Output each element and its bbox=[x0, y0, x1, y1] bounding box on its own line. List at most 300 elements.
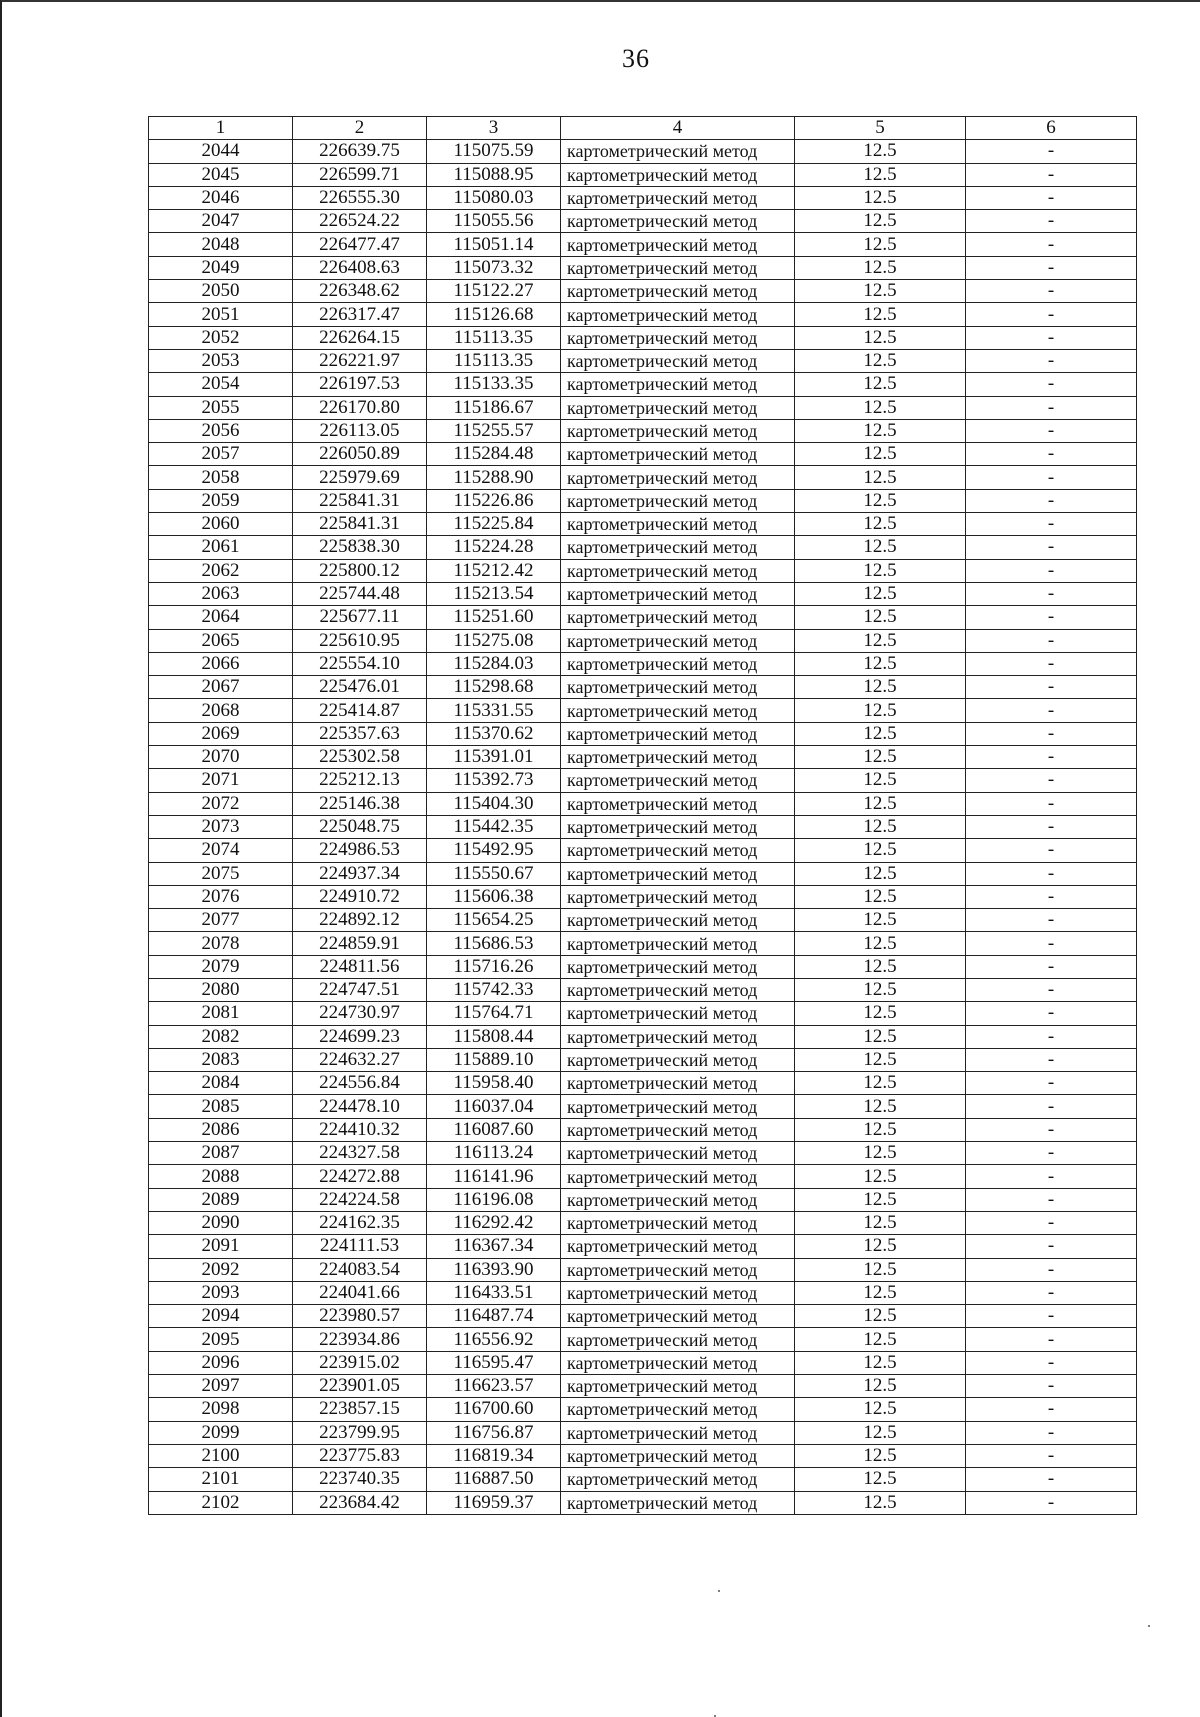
method-cell: картометрический метод bbox=[561, 1188, 795, 1211]
accuracy-cell: 12.5 bbox=[795, 1491, 966, 1514]
accuracy-cell: 12.5 bbox=[795, 303, 966, 326]
note-cell: - bbox=[966, 233, 1137, 256]
method-cell: картометрический метод bbox=[561, 419, 795, 442]
y-coordinate-cell: 116595.47 bbox=[427, 1351, 561, 1374]
accuracy-cell: 12.5 bbox=[795, 233, 966, 256]
accuracy-cell: 12.5 bbox=[795, 443, 966, 466]
point-number-cell: 2086 bbox=[149, 1118, 293, 1141]
x-coordinate-cell: 224272.88 bbox=[293, 1165, 427, 1188]
note-cell: - bbox=[966, 536, 1137, 559]
table-row bbox=[149, 1142, 1137, 1165]
table-row bbox=[149, 1328, 1137, 1351]
point-number-cell: 2060 bbox=[149, 513, 293, 536]
note-cell: - bbox=[966, 932, 1137, 955]
x-coordinate-cell: 225841.31 bbox=[293, 489, 427, 512]
y-coordinate-cell: 115113.35 bbox=[427, 326, 561, 349]
point-number-cell: 2046 bbox=[149, 186, 293, 209]
method-cell: картометрический метод bbox=[561, 1095, 795, 1118]
table-row bbox=[149, 256, 1137, 279]
table-row bbox=[149, 280, 1137, 303]
method-cell: картометрический метод bbox=[561, 1375, 795, 1398]
table-row bbox=[149, 862, 1137, 885]
y-coordinate-cell: 115606.38 bbox=[427, 885, 561, 908]
point-number-cell: 2088 bbox=[149, 1165, 293, 1188]
note-cell: - bbox=[966, 652, 1137, 675]
method-cell: картометрический метод bbox=[561, 839, 795, 862]
point-number-cell: 2057 bbox=[149, 443, 293, 466]
method-cell: картометрический метод bbox=[561, 629, 795, 652]
x-coordinate-cell: 224892.12 bbox=[293, 909, 427, 932]
y-coordinate-cell: 116196.08 bbox=[427, 1188, 561, 1211]
note-cell: - bbox=[966, 349, 1137, 372]
table-row bbox=[149, 210, 1137, 233]
x-coordinate-cell: 225302.58 bbox=[293, 746, 427, 769]
page-number: 36 bbox=[622, 44, 650, 73]
x-coordinate-cell: 226408.63 bbox=[293, 256, 427, 279]
x-coordinate-cell: 225146.38 bbox=[293, 792, 427, 815]
accuracy-cell: 12.5 bbox=[795, 606, 966, 629]
note-cell: - bbox=[966, 769, 1137, 792]
table-header bbox=[149, 117, 1137, 140]
y-coordinate-cell: 115133.35 bbox=[427, 373, 561, 396]
header-cell-1: 1 bbox=[149, 117, 293, 140]
y-coordinate-cell: 116959.37 bbox=[427, 1491, 561, 1514]
method-cell: картометрический метод bbox=[561, 303, 795, 326]
point-number-cell: 2083 bbox=[149, 1048, 293, 1071]
x-coordinate-cell: 226113.05 bbox=[293, 419, 427, 442]
method-cell: картометрический метод bbox=[561, 280, 795, 303]
x-coordinate-cell: 224986.53 bbox=[293, 839, 427, 862]
point-number-cell: 2094 bbox=[149, 1305, 293, 1328]
method-cell: картометрический метод bbox=[561, 1211, 795, 1234]
table-row bbox=[149, 466, 1137, 489]
method-cell: картометрический метод bbox=[561, 1305, 795, 1328]
table-row bbox=[149, 1048, 1137, 1071]
note-cell: - bbox=[966, 1142, 1137, 1165]
table-row bbox=[149, 396, 1137, 419]
method-cell: картометрический метод bbox=[561, 1165, 795, 1188]
method-cell: картометрический метод bbox=[561, 1048, 795, 1071]
accuracy-cell: 12.5 bbox=[795, 1328, 966, 1351]
y-coordinate-cell: 115213.54 bbox=[427, 582, 561, 605]
method-cell: картометрический метод bbox=[561, 349, 795, 372]
accuracy-cell: 12.5 bbox=[795, 466, 966, 489]
point-number-cell: 2064 bbox=[149, 606, 293, 629]
y-coordinate-cell: 115051.14 bbox=[427, 233, 561, 256]
y-coordinate-cell: 115392.73 bbox=[427, 769, 561, 792]
method-cell: картометрический метод bbox=[561, 163, 795, 186]
point-number-cell: 2099 bbox=[149, 1421, 293, 1444]
note-cell: - bbox=[966, 1002, 1137, 1025]
method-cell: картометрический метод bbox=[561, 233, 795, 256]
table-row bbox=[149, 303, 1137, 326]
method-cell: картометрический метод bbox=[561, 769, 795, 792]
point-number-cell: 2062 bbox=[149, 559, 293, 582]
method-cell: картометрический метод bbox=[561, 1072, 795, 1095]
accuracy-cell: 12.5 bbox=[795, 582, 966, 605]
method-cell: картометрический метод bbox=[561, 1444, 795, 1467]
x-coordinate-cell: 223775.83 bbox=[293, 1444, 427, 1467]
point-number-cell: 2102 bbox=[149, 1491, 293, 1514]
note-cell: - bbox=[966, 1421, 1137, 1444]
note-cell: - bbox=[966, 978, 1137, 1001]
point-number-cell: 2047 bbox=[149, 210, 293, 233]
y-coordinate-cell: 115284.03 bbox=[427, 652, 561, 675]
accuracy-cell: 12.5 bbox=[795, 1165, 966, 1188]
accuracy-cell: 12.5 bbox=[795, 652, 966, 675]
header-cell-5: 5 bbox=[795, 117, 966, 140]
x-coordinate-cell: 226639.75 bbox=[293, 140, 427, 163]
y-coordinate-cell: 115212.42 bbox=[427, 559, 561, 582]
table-row bbox=[149, 699, 1137, 722]
x-coordinate-cell: 225979.69 bbox=[293, 466, 427, 489]
accuracy-cell: 12.5 bbox=[795, 932, 966, 955]
header-cell-2: 2 bbox=[293, 117, 427, 140]
method-cell: картометрический метод bbox=[561, 1491, 795, 1514]
y-coordinate-cell: 115088.95 bbox=[427, 163, 561, 186]
scan-speck bbox=[1148, 1625, 1150, 1627]
note-cell: - bbox=[966, 606, 1137, 629]
x-coordinate-cell: 224699.23 bbox=[293, 1025, 427, 1048]
x-coordinate-cell: 223934.86 bbox=[293, 1328, 427, 1351]
point-number-cell: 2071 bbox=[149, 769, 293, 792]
x-coordinate-cell: 224478.10 bbox=[293, 1095, 427, 1118]
method-cell: картометрический метод bbox=[561, 652, 795, 675]
note-cell: - bbox=[966, 326, 1137, 349]
note-cell: - bbox=[966, 443, 1137, 466]
table-row bbox=[149, 349, 1137, 372]
point-number-cell: 2066 bbox=[149, 652, 293, 675]
x-coordinate-cell: 224937.34 bbox=[293, 862, 427, 885]
table-row bbox=[149, 559, 1137, 582]
accuracy-cell: 12.5 bbox=[795, 1305, 966, 1328]
x-coordinate-cell: 226348.62 bbox=[293, 280, 427, 303]
note-cell: - bbox=[966, 582, 1137, 605]
accuracy-cell: 12.5 bbox=[795, 1211, 966, 1234]
point-number-cell: 2045 bbox=[149, 163, 293, 186]
y-coordinate-cell: 116819.34 bbox=[427, 1444, 561, 1467]
x-coordinate-cell: 226197.53 bbox=[293, 373, 427, 396]
table-row bbox=[149, 582, 1137, 605]
x-coordinate-cell: 225212.13 bbox=[293, 769, 427, 792]
x-coordinate-cell: 226555.30 bbox=[293, 186, 427, 209]
y-coordinate-cell: 115224.28 bbox=[427, 536, 561, 559]
header-cell-4: 4 bbox=[561, 117, 795, 140]
table-row bbox=[149, 955, 1137, 978]
method-cell: картометрический метод bbox=[561, 1025, 795, 1048]
x-coordinate-cell: 224041.66 bbox=[293, 1281, 427, 1304]
method-cell: картометрический метод bbox=[561, 978, 795, 1001]
x-coordinate-cell: 224556.84 bbox=[293, 1072, 427, 1095]
method-cell: картометрический метод bbox=[561, 909, 795, 932]
method-cell: картометрический метод bbox=[561, 582, 795, 605]
accuracy-cell: 12.5 bbox=[795, 489, 966, 512]
table-row bbox=[149, 629, 1137, 652]
table-row bbox=[149, 373, 1137, 396]
table-row bbox=[149, 419, 1137, 442]
accuracy-cell: 12.5 bbox=[795, 978, 966, 1001]
point-number-cell: 2093 bbox=[149, 1281, 293, 1304]
y-coordinate-cell: 116113.24 bbox=[427, 1142, 561, 1165]
method-cell: картометрический метод bbox=[561, 955, 795, 978]
x-coordinate-cell: 226050.89 bbox=[293, 443, 427, 466]
y-coordinate-cell: 116367.34 bbox=[427, 1235, 561, 1258]
method-cell: картометрический метод bbox=[561, 932, 795, 955]
point-number-cell: 2073 bbox=[149, 815, 293, 838]
table-row bbox=[149, 1444, 1137, 1467]
x-coordinate-cell: 224811.56 bbox=[293, 955, 427, 978]
point-number-cell: 2054 bbox=[149, 373, 293, 396]
accuracy-cell: 12.5 bbox=[795, 909, 966, 932]
note-cell: - bbox=[966, 1398, 1137, 1421]
table-row bbox=[149, 1421, 1137, 1444]
method-cell: картометрический метод bbox=[561, 513, 795, 536]
x-coordinate-cell: 225677.11 bbox=[293, 606, 427, 629]
method-cell: картометрический метод bbox=[561, 559, 795, 582]
note-cell: - bbox=[966, 186, 1137, 209]
x-coordinate-cell: 225048.75 bbox=[293, 815, 427, 838]
x-coordinate-cell: 224859.91 bbox=[293, 932, 427, 955]
accuracy-cell: 12.5 bbox=[795, 1002, 966, 1025]
accuracy-cell: 12.5 bbox=[795, 839, 966, 862]
note-cell: - bbox=[966, 1305, 1137, 1328]
header-cell-6: 6 bbox=[966, 117, 1137, 140]
method-cell: картометрический метод bbox=[561, 1142, 795, 1165]
note-cell: - bbox=[966, 1095, 1137, 1118]
scan-speck bbox=[718, 1590, 720, 1592]
table-row bbox=[149, 233, 1137, 256]
table-row bbox=[149, 326, 1137, 349]
header-row bbox=[149, 117, 1137, 140]
y-coordinate-cell: 115686.53 bbox=[427, 932, 561, 955]
table-row bbox=[149, 536, 1137, 559]
table-row bbox=[149, 140, 1137, 163]
x-coordinate-cell: 225800.12 bbox=[293, 559, 427, 582]
x-coordinate-cell: 226524.22 bbox=[293, 210, 427, 233]
note-cell: - bbox=[966, 885, 1137, 908]
table-row bbox=[149, 606, 1137, 629]
point-number-cell: 2055 bbox=[149, 396, 293, 419]
point-number-cell: 2081 bbox=[149, 1002, 293, 1025]
x-coordinate-cell: 225476.01 bbox=[293, 676, 427, 699]
method-cell: картометрический метод bbox=[561, 606, 795, 629]
accuracy-cell: 12.5 bbox=[795, 1072, 966, 1095]
method-cell: картометрический метод bbox=[561, 443, 795, 466]
x-coordinate-cell: 224224.58 bbox=[293, 1188, 427, 1211]
y-coordinate-cell: 115808.44 bbox=[427, 1025, 561, 1048]
note-cell: - bbox=[966, 1048, 1137, 1071]
accuracy-cell: 12.5 bbox=[795, 792, 966, 815]
accuracy-cell: 12.5 bbox=[795, 1188, 966, 1211]
note-cell: - bbox=[966, 909, 1137, 932]
note-cell: - bbox=[966, 1328, 1137, 1351]
x-coordinate-cell: 226221.97 bbox=[293, 349, 427, 372]
y-coordinate-cell: 115080.03 bbox=[427, 186, 561, 209]
accuracy-cell: 12.5 bbox=[795, 1095, 966, 1118]
method-cell: картометрический метод bbox=[561, 722, 795, 745]
point-number-cell: 2058 bbox=[149, 466, 293, 489]
y-coordinate-cell: 116292.42 bbox=[427, 1211, 561, 1234]
accuracy-cell: 12.5 bbox=[795, 1444, 966, 1467]
y-coordinate-cell: 115391.01 bbox=[427, 746, 561, 769]
x-coordinate-cell: 223684.42 bbox=[293, 1491, 427, 1514]
accuracy-cell: 12.5 bbox=[795, 722, 966, 745]
table-row bbox=[149, 746, 1137, 769]
x-coordinate-cell: 224327.58 bbox=[293, 1142, 427, 1165]
table-body bbox=[149, 140, 1137, 1515]
method-cell: картометрический метод bbox=[561, 676, 795, 699]
table-row bbox=[149, 1118, 1137, 1141]
table-row bbox=[149, 769, 1137, 792]
accuracy-cell: 12.5 bbox=[795, 349, 966, 372]
method-cell: картометрический метод bbox=[561, 862, 795, 885]
table-row bbox=[149, 1025, 1137, 1048]
method-cell: картометрический метод bbox=[561, 373, 795, 396]
method-cell: картометрический метод bbox=[561, 536, 795, 559]
point-number-cell: 2056 bbox=[149, 419, 293, 442]
note-cell: - bbox=[966, 1375, 1137, 1398]
y-coordinate-cell: 116037.04 bbox=[427, 1095, 561, 1118]
accuracy-cell: 12.5 bbox=[795, 326, 966, 349]
y-coordinate-cell: 116487.74 bbox=[427, 1305, 561, 1328]
note-cell: - bbox=[966, 676, 1137, 699]
method-cell: картометрический метод bbox=[561, 256, 795, 279]
table-row bbox=[149, 1305, 1137, 1328]
table-row bbox=[149, 513, 1137, 536]
note-cell: - bbox=[966, 792, 1137, 815]
x-coordinate-cell: 225357.63 bbox=[293, 722, 427, 745]
table-row bbox=[149, 1072, 1137, 1095]
header-cell-3: 3 bbox=[427, 117, 561, 140]
point-number-cell: 2072 bbox=[149, 792, 293, 815]
table-row bbox=[149, 186, 1137, 209]
accuracy-cell: 12.5 bbox=[795, 1142, 966, 1165]
coordinates-table bbox=[148, 116, 1137, 1515]
point-number-cell: 2096 bbox=[149, 1351, 293, 1374]
accuracy-cell: 12.5 bbox=[795, 699, 966, 722]
y-coordinate-cell: 115331.55 bbox=[427, 699, 561, 722]
point-number-cell: 2079 bbox=[149, 955, 293, 978]
x-coordinate-cell: 223980.57 bbox=[293, 1305, 427, 1328]
method-cell: картометрический метод bbox=[561, 326, 795, 349]
x-coordinate-cell: 223857.15 bbox=[293, 1398, 427, 1421]
y-coordinate-cell: 116756.87 bbox=[427, 1421, 561, 1444]
y-coordinate-cell: 116087.60 bbox=[427, 1118, 561, 1141]
note-cell: - bbox=[966, 815, 1137, 838]
y-coordinate-cell: 115055.56 bbox=[427, 210, 561, 233]
method-cell: картометрический метод bbox=[561, 1258, 795, 1281]
x-coordinate-cell: 226599.71 bbox=[293, 163, 427, 186]
note-cell: - bbox=[966, 373, 1137, 396]
table-row bbox=[149, 909, 1137, 932]
note-cell: - bbox=[966, 513, 1137, 536]
table-row bbox=[149, 932, 1137, 955]
point-number-cell: 2050 bbox=[149, 280, 293, 303]
y-coordinate-cell: 115550.67 bbox=[427, 862, 561, 885]
point-number-cell: 2052 bbox=[149, 326, 293, 349]
point-number-cell: 2101 bbox=[149, 1468, 293, 1491]
y-coordinate-cell: 115442.35 bbox=[427, 815, 561, 838]
accuracy-cell: 12.5 bbox=[795, 746, 966, 769]
x-coordinate-cell: 226477.47 bbox=[293, 233, 427, 256]
point-number-cell: 2095 bbox=[149, 1328, 293, 1351]
accuracy-cell: 12.5 bbox=[795, 1281, 966, 1304]
accuracy-cell: 12.5 bbox=[795, 815, 966, 838]
method-cell: картометрический метод bbox=[561, 396, 795, 419]
method-cell: картометрический метод bbox=[561, 210, 795, 233]
note-cell: - bbox=[966, 466, 1137, 489]
note-cell: - bbox=[966, 1281, 1137, 1304]
note-cell: - bbox=[966, 1468, 1137, 1491]
accuracy-cell: 12.5 bbox=[795, 1235, 966, 1258]
table-row bbox=[149, 722, 1137, 745]
method-cell: картометрический метод bbox=[561, 1235, 795, 1258]
point-number-cell: 2077 bbox=[149, 909, 293, 932]
method-cell: картометрический метод bbox=[561, 1118, 795, 1141]
table-row bbox=[149, 1235, 1137, 1258]
note-cell: - bbox=[966, 722, 1137, 745]
method-cell: картометрический метод bbox=[561, 186, 795, 209]
table-row bbox=[149, 1258, 1137, 1281]
x-coordinate-cell: 224410.32 bbox=[293, 1118, 427, 1141]
accuracy-cell: 12.5 bbox=[795, 885, 966, 908]
accuracy-cell: 12.5 bbox=[795, 1468, 966, 1491]
method-cell: картометрический метод bbox=[561, 489, 795, 512]
point-number-cell: 2049 bbox=[149, 256, 293, 279]
note-cell: - bbox=[966, 256, 1137, 279]
point-number-cell: 2090 bbox=[149, 1211, 293, 1234]
accuracy-cell: 12.5 bbox=[795, 1351, 966, 1374]
method-cell: картометрический метод bbox=[561, 1398, 795, 1421]
point-number-cell: 2098 bbox=[149, 1398, 293, 1421]
y-coordinate-cell: 115889.10 bbox=[427, 1048, 561, 1071]
point-number-cell: 2085 bbox=[149, 1095, 293, 1118]
point-number-cell: 2063 bbox=[149, 582, 293, 605]
note-cell: - bbox=[966, 489, 1137, 512]
y-coordinate-cell: 115255.57 bbox=[427, 419, 561, 442]
note-cell: - bbox=[966, 280, 1137, 303]
point-number-cell: 2100 bbox=[149, 1444, 293, 1467]
accuracy-cell: 12.5 bbox=[795, 373, 966, 396]
x-coordinate-cell: 225610.95 bbox=[293, 629, 427, 652]
point-number-cell: 2068 bbox=[149, 699, 293, 722]
y-coordinate-cell: 115075.59 bbox=[427, 140, 561, 163]
note-cell: - bbox=[966, 396, 1137, 419]
method-cell: картометрический метод bbox=[561, 1328, 795, 1351]
method-cell: картометрический метод bbox=[561, 746, 795, 769]
point-number-cell: 2070 bbox=[149, 746, 293, 769]
x-coordinate-cell: 224910.72 bbox=[293, 885, 427, 908]
y-coordinate-cell: 115958.40 bbox=[427, 1072, 561, 1095]
accuracy-cell: 12.5 bbox=[795, 1375, 966, 1398]
table-row bbox=[149, 1165, 1137, 1188]
note-cell: - bbox=[966, 1025, 1137, 1048]
point-number-cell: 2069 bbox=[149, 722, 293, 745]
note-cell: - bbox=[966, 955, 1137, 978]
point-number-cell: 2087 bbox=[149, 1142, 293, 1165]
y-coordinate-cell: 115298.68 bbox=[427, 676, 561, 699]
note-cell: - bbox=[966, 1491, 1137, 1514]
table-row bbox=[149, 1281, 1137, 1304]
y-coordinate-cell: 115186.67 bbox=[427, 396, 561, 419]
table-row bbox=[149, 1375, 1137, 1398]
point-number-cell: 2074 bbox=[149, 839, 293, 862]
y-coordinate-cell: 115251.60 bbox=[427, 606, 561, 629]
accuracy-cell: 12.5 bbox=[795, 769, 966, 792]
y-coordinate-cell: 116141.96 bbox=[427, 1165, 561, 1188]
point-number-cell: 2075 bbox=[149, 862, 293, 885]
accuracy-cell: 12.5 bbox=[795, 256, 966, 279]
